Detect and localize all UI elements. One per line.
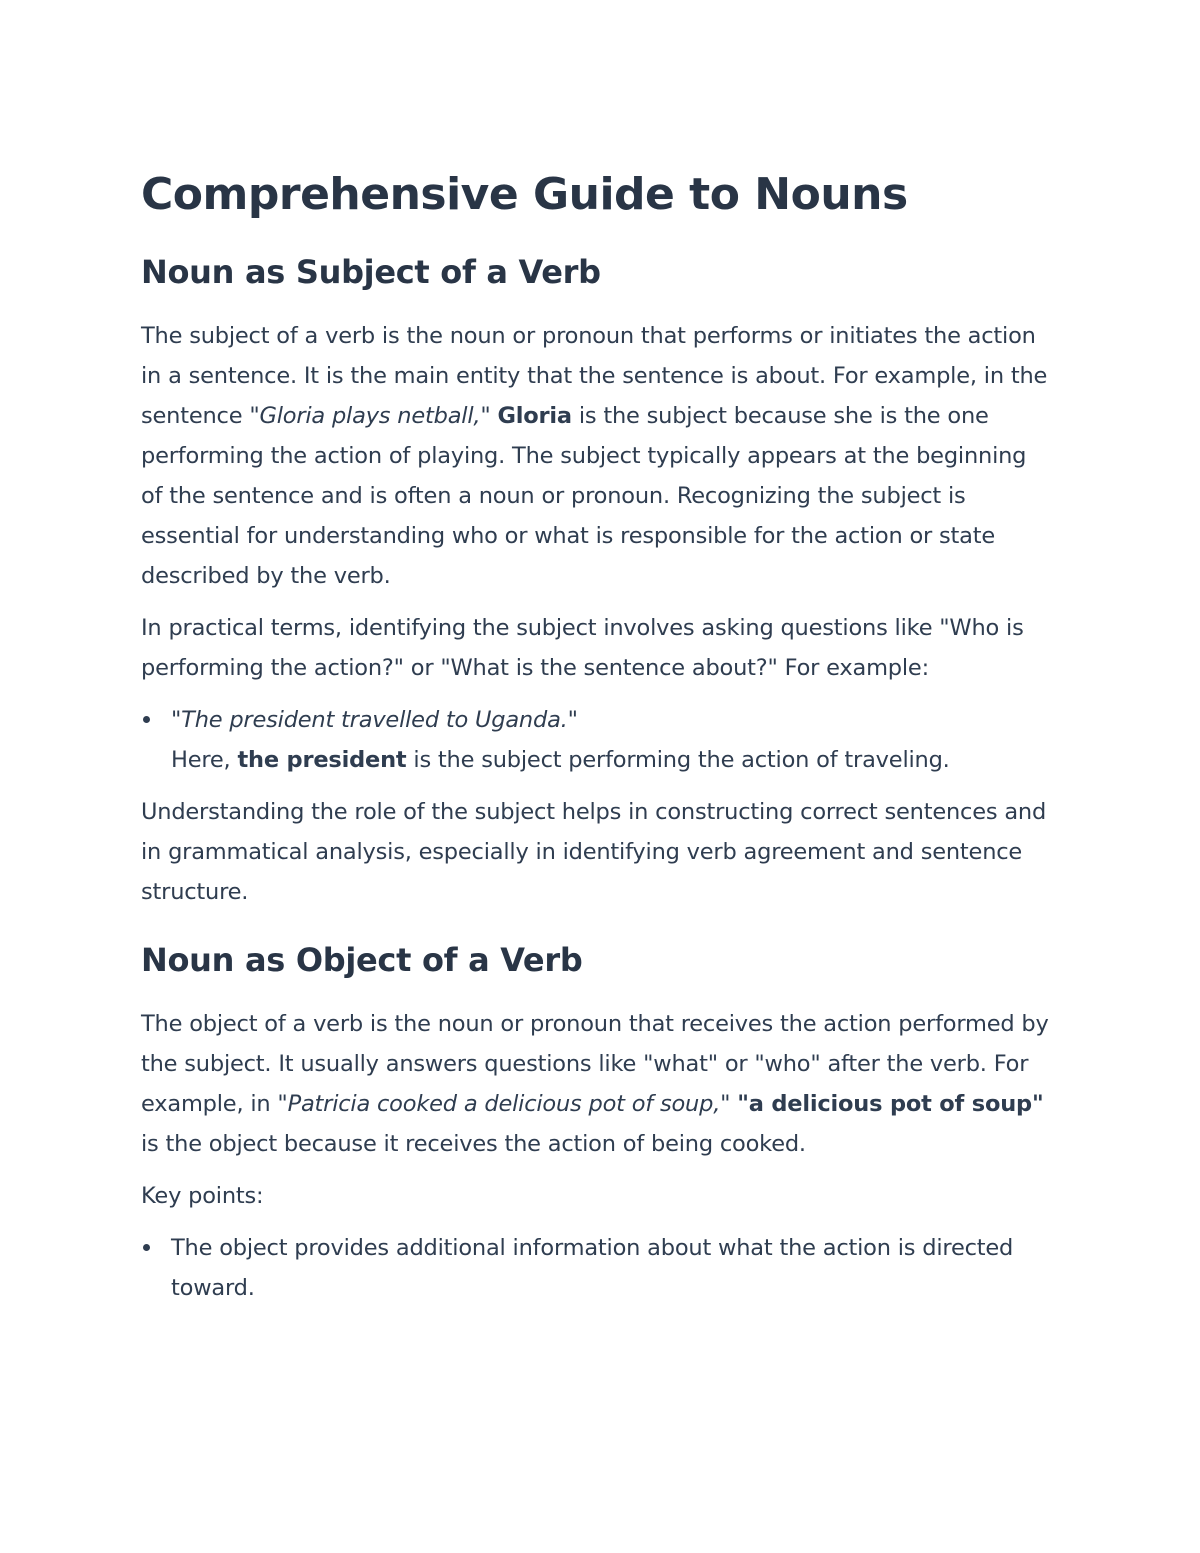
section-heading-object: Noun as Object of a Verb (141, 941, 583, 979)
example-sentence: "The president travelled to Uganda." (171, 707, 578, 733)
text-span: is the subject because she is the one performing the action of playing. The subject typically appears at the beginning of the sentence and is often a noun or pronoun. Recognizing the subject is essential for understanding who or what is responsible for the action or state described by the verb. (141, 403, 1027, 589)
text-span: Here, (171, 747, 238, 773)
key-points-list (141, 1228, 1051, 1308)
highlighted-subject: Gloria (497, 403, 572, 429)
highlighted-subject: the president (237, 747, 407, 773)
subject-example-list (141, 700, 1051, 780)
list-item (141, 700, 1051, 780)
paragraph-subject-practical: In practical terms, identifying the subject involves asking questions like "Who is performing the action?" or "What is the sentence about?" For example: (141, 615, 1024, 681)
list-item (141, 1228, 1051, 1308)
document-page (141, 160, 1051, 1308)
text-span: is the subject performing the action of traveling. (406, 747, 950, 773)
key-points-label: Key points: (141, 1183, 264, 1209)
text-span: is the object because it receives the action of being cooked. (141, 1131, 806, 1157)
example-explanation (171, 740, 1051, 780)
highlighted-object: "a delicious pot of soup" (737, 1091, 1044, 1117)
bullet-icon (143, 1244, 150, 1251)
list-item-text: The object provides additional information about what the action is directed toward. (171, 1235, 1014, 1301)
example-sentence: "Patricia cooked a delicious pot of soup," (277, 1091, 731, 1117)
section-heading-subject: Noun as Subject of a Verb (141, 253, 601, 291)
example-sentence: "Gloria plays netball," (249, 403, 491, 429)
paragraph-subject-definition (141, 316, 1051, 596)
bullet-icon (143, 716, 150, 723)
paragraph-object-definition (141, 1004, 1051, 1164)
text-span: The subject of a verb is the noun or pronoun that performs or initiates the action in a sentence. It is the main entity that the sentence is about. For example, in the sentence (141, 323, 1048, 429)
page-title: Comprehensive Guide to Nouns (141, 169, 908, 220)
text-span: The object of a verb is the noun or pronoun that receives the action performed by the subject. It usually answers questions like "what" or "who" after the verb. For example, in (141, 1011, 1049, 1117)
paragraph-subject-summary: Understanding the role of the subject helps in constructing correct sentences and in grammatical analysis, especially in identifying verb agreement and sentence structure. (141, 799, 1047, 905)
